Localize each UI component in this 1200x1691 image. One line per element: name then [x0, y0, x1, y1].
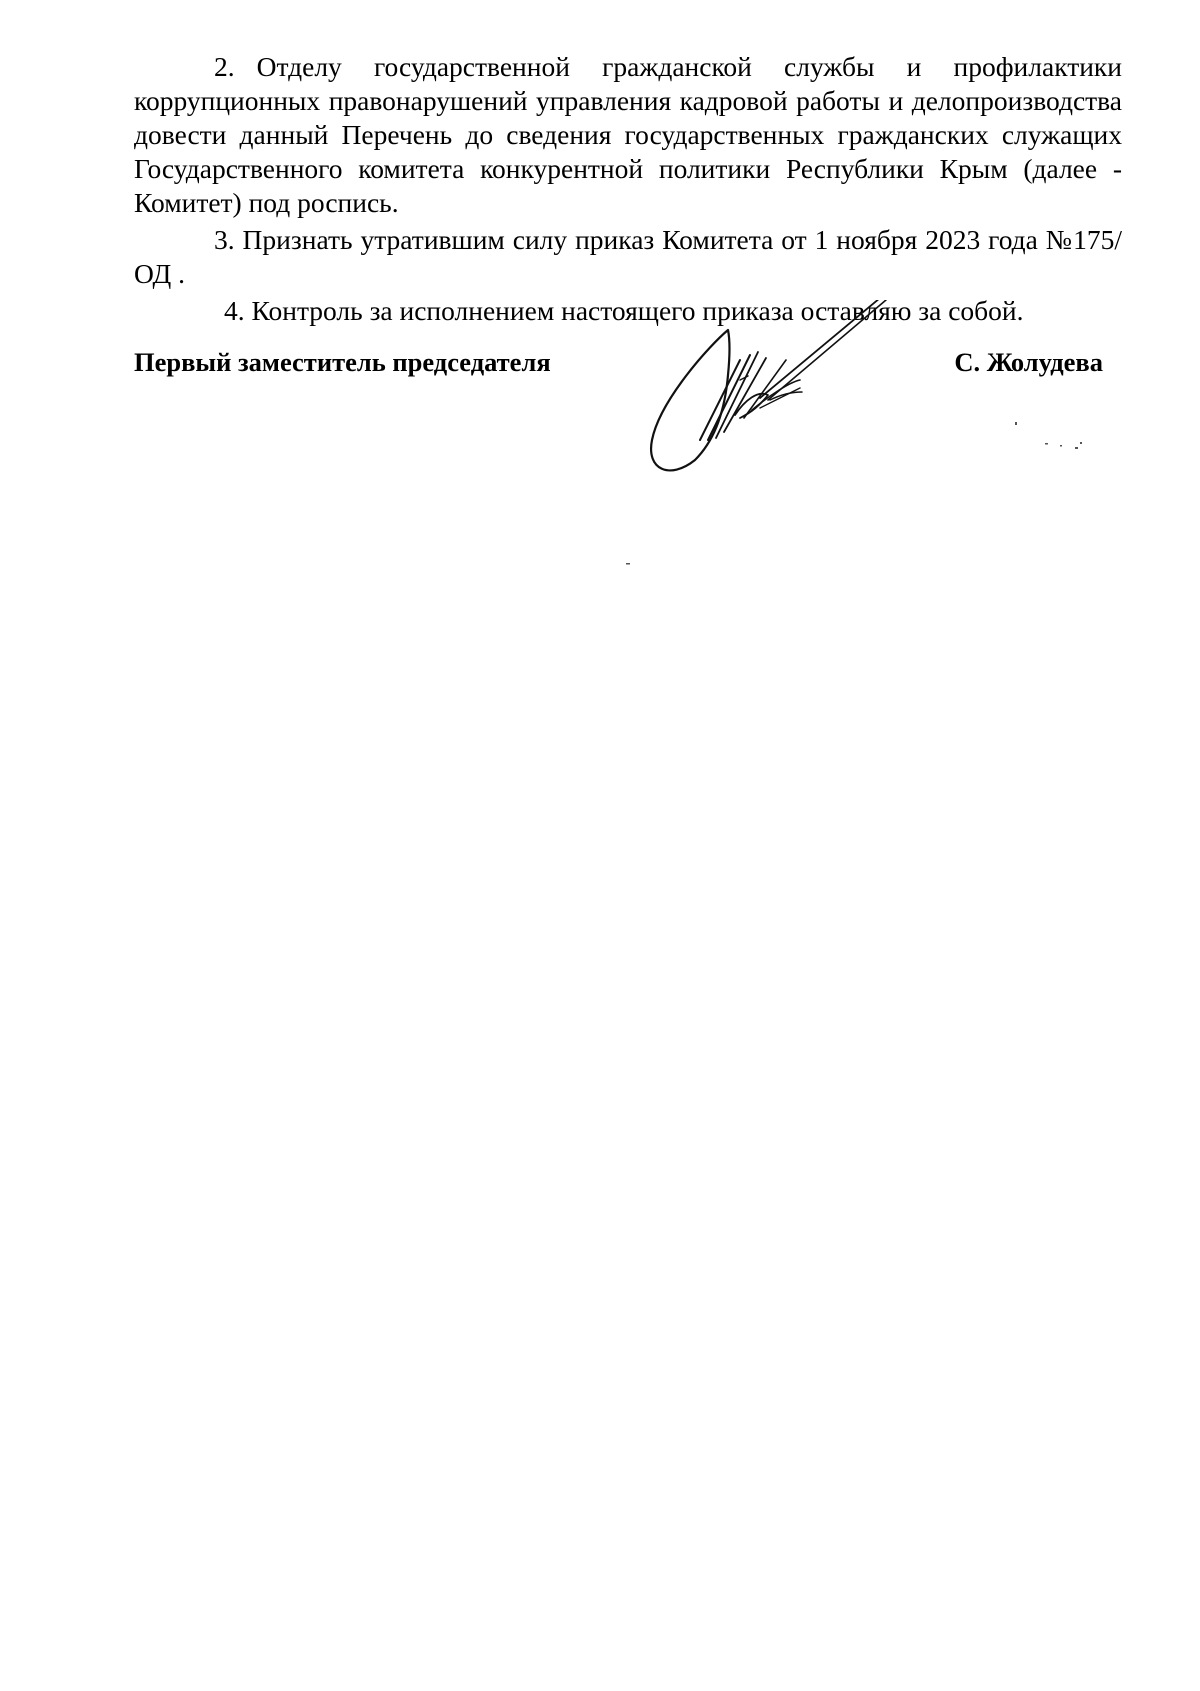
paragraph-3: 3. Признать утратившим силу приказ Комитета от 1 ноября 2023 года №175/ОД .	[134, 224, 1122, 289]
paragraph-2-text: Отделу государственной гражданской службы и профилактики коррупционных правонарушений управления кадровой работы и делопроизводства довести данный Перечень до сведения государственных гражданских служащих Государственного комитета конкурентной политики Республики Крым (далее - Комитет) под роспись.	[134, 51, 1122, 218]
signatory-title: Первый заместитель председателя	[134, 347, 551, 377]
signatory-name: С. Жолудева	[954, 347, 1103, 377]
paragraph-4: 4. Контроль за исполнением настоящего приказа оставляю за собой.	[224, 295, 1024, 326]
paragraph-2-number: 2.	[214, 51, 235, 82]
document-body	[134, 50, 1122, 328]
paragraph-2	[134, 50, 1122, 220]
handwritten-signature	[640, 300, 930, 480]
